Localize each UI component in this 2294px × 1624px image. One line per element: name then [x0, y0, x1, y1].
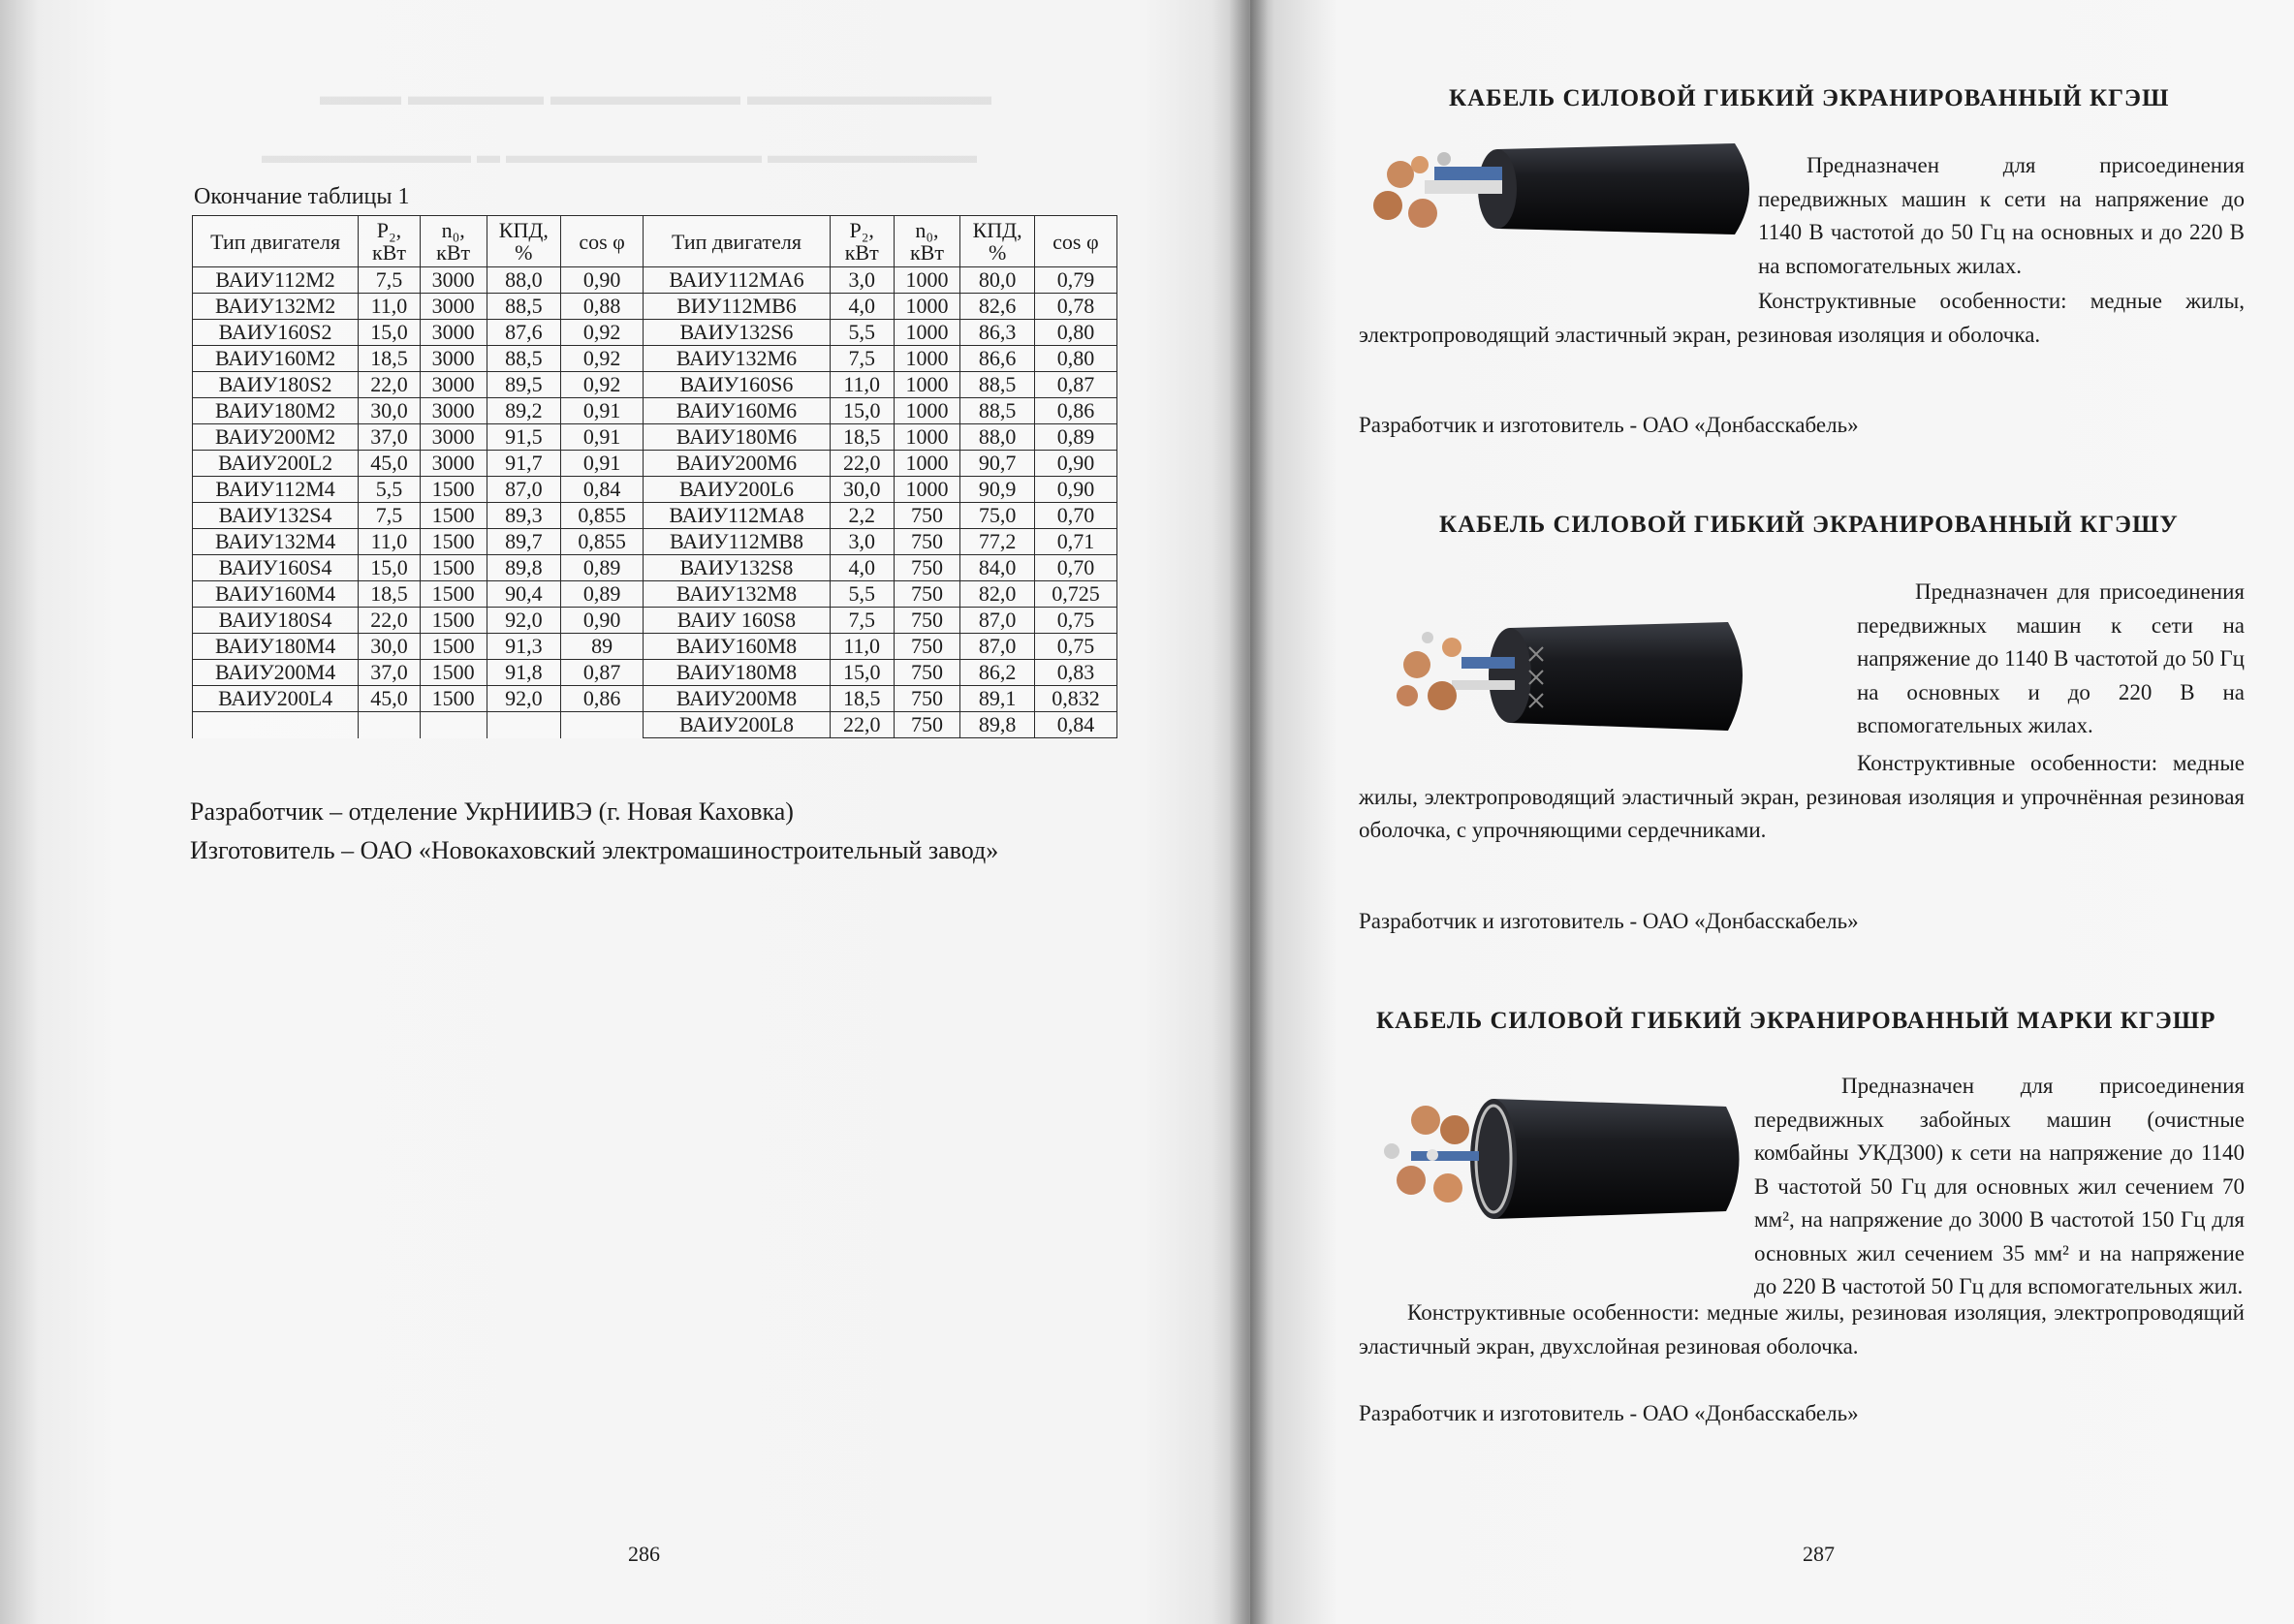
table-cell: 86,3	[960, 320, 1034, 346]
table-row	[193, 372, 1117, 398]
table-cell: 11,0	[359, 294, 421, 320]
table-cell: 1000	[894, 267, 960, 294]
table-cell: 750	[894, 555, 960, 581]
col-power: P₂, кВт	[359, 216, 421, 267]
table-cell: 1500	[420, 608, 487, 634]
col-type: Тип двигателя	[193, 216, 359, 267]
table-cell: 0,92	[561, 320, 644, 346]
table-cell: 30,0	[359, 634, 421, 660]
table-cell: 82,0	[960, 581, 1034, 608]
table-cell: ВАИУ180М6	[644, 424, 831, 451]
section-2-title: КАБЕЛЬ СИЛОВОЙ ГИБКИЙ ЭКРАНИРОВАННЫЙ КГЭШУ	[1439, 512, 2179, 538]
table-cell: 89,2	[487, 398, 560, 424]
table-cell: 7,5	[830, 608, 894, 634]
table-cell: ВАИУ132М8	[644, 581, 831, 608]
table-cell: 0,90	[1034, 477, 1116, 503]
developer-text: Разработчик – отделение УкрНИИВЭ (г. Новая Каховка)	[190, 797, 794, 826]
table-row	[193, 686, 1117, 712]
table-cell: 90,7	[960, 451, 1034, 477]
table-cell: 0,89	[561, 581, 644, 608]
table-cell: 91,7	[487, 451, 560, 477]
table-cell: 0,78	[1034, 294, 1116, 320]
table-cell: ВАИУ180S4	[193, 608, 359, 634]
table-cell: 1000	[894, 320, 960, 346]
section-2-text-2: Конструктивные особенности: медные жилы, электропроводящий эластичный экран, резиновая изоляция и упрочнённая резиновая оболочка, с упрочняющими сердечниками.	[1359, 751, 2245, 842]
table-cell: ВАИУ200L4	[193, 686, 359, 712]
table-cell: 7,5	[830, 346, 894, 372]
table-cell: 0,87	[1034, 372, 1116, 398]
table-cell: 0,84	[561, 477, 644, 503]
table-cell: ВАИУ132S4	[193, 503, 359, 529]
table-cell: 1000	[894, 294, 960, 320]
table-cell: ВАИУ112МВ8	[644, 529, 831, 555]
table-cell: 5,5	[359, 477, 421, 503]
table-cell: 1500	[420, 660, 487, 686]
table-cell: 0,75	[1034, 608, 1116, 634]
table-cell: ВИУ112МВ6	[644, 294, 831, 320]
col-eff: КПД, %	[487, 216, 560, 267]
table-row	[193, 503, 1117, 529]
table-cell: 3,0	[830, 529, 894, 555]
table-cell: 3000	[420, 346, 487, 372]
table-cell: 750	[894, 503, 960, 529]
table-cell: 750	[894, 529, 960, 555]
table-cell: 0,92	[561, 346, 644, 372]
table-cell: 86,2	[960, 660, 1034, 686]
table-cell: 4,0	[830, 294, 894, 320]
table-cell: 1000	[894, 398, 960, 424]
table-cell: 0,86	[561, 686, 644, 712]
table-cell: 0,855	[561, 529, 644, 555]
col-speed: n₀, кВт	[420, 216, 487, 267]
table-row	[193, 555, 1117, 581]
col-eff-2: КПД, %	[960, 216, 1034, 267]
table-cell: 82,6	[960, 294, 1034, 320]
table-cell: ВАИУ160S2	[193, 320, 359, 346]
table-cell: 0,71	[1034, 529, 1116, 555]
table-cell: 1500	[420, 477, 487, 503]
table-cell: 15,0	[359, 555, 421, 581]
table-cell: 22,0	[359, 608, 421, 634]
table-cell: 30,0	[359, 398, 421, 424]
table-cell: 750	[894, 581, 960, 608]
table-cell: 750	[894, 608, 960, 634]
table-cell: 0,80	[1034, 346, 1116, 372]
table-cell: 89,5	[487, 372, 560, 398]
table-cell: ВАИУ200М2	[193, 424, 359, 451]
table-caption: Окончание таблицы 1	[194, 184, 410, 209]
table-cell: 92,0	[487, 686, 560, 712]
table-cell: 80,0	[960, 267, 1034, 294]
table-cell: 3000	[420, 398, 487, 424]
table-cell: 0,725	[1034, 581, 1116, 608]
table-cell	[561, 712, 644, 738]
table-cell: 5,5	[830, 320, 894, 346]
table-cell: ВАИУ132S6	[644, 320, 831, 346]
table-cell: ВАИУ160S4	[193, 555, 359, 581]
table-row	[193, 424, 1117, 451]
table-cell: ВАИУ112М2	[193, 267, 359, 294]
table-body	[193, 267, 1117, 738]
table-cell: 7,5	[359, 267, 421, 294]
table-cell: 22,0	[359, 372, 421, 398]
table-cell: 15,0	[359, 320, 421, 346]
table-cell: 15,0	[830, 398, 894, 424]
table-cell: 87,0	[960, 634, 1034, 660]
table-cell: 18,5	[359, 346, 421, 372]
table-row	[193, 320, 1117, 346]
col-speed-2: n₀, кВт	[894, 216, 960, 267]
table-cell: ВАИУ200L2	[193, 451, 359, 477]
table-cell: 3000	[420, 372, 487, 398]
section-2-text-1: Предназначен для присоединения передвижных машин к сети на напряжение до 1140 В частотой до 50 Гц на основных и до 220 В на вспомогательных жилах.	[1857, 579, 2245, 737]
table-cell: 750	[894, 660, 960, 686]
col-cos-2: cos φ	[1034, 216, 1116, 267]
table-cell: ВАИУ112М4	[193, 477, 359, 503]
table-cell: 88,0	[487, 267, 560, 294]
table-cell: 1500	[420, 529, 487, 555]
table-cell: 89,1	[960, 686, 1034, 712]
table-cell: ВАИУ180М2	[193, 398, 359, 424]
table-cell: 90,9	[960, 477, 1034, 503]
table-cell: 3000	[420, 451, 487, 477]
col-power-2: P₂, кВт	[830, 216, 894, 267]
table-cell: 0,90	[561, 267, 644, 294]
section-3-text-2: Конструктивные особенности: медные жилы, резиновая изоляция, электропроводящий эластичный экран, двухслойная резиновая оболочка.	[1359, 1300, 2245, 1359]
table-cell: 0,70	[1034, 503, 1116, 529]
table-cell: 22,0	[830, 712, 894, 738]
table-cell: ВАИУ132М4	[193, 529, 359, 555]
table-cell: 5,5	[830, 581, 894, 608]
table-cell: 11,0	[830, 634, 894, 660]
table-cell: 89	[561, 634, 644, 660]
table-cell: 3000	[420, 294, 487, 320]
table-cell: ВАИУ160М6	[644, 398, 831, 424]
table-cell: ВАИУ180S2	[193, 372, 359, 398]
table-cell: 1000	[894, 451, 960, 477]
table-cell: 0,89	[1034, 424, 1116, 451]
table-cell: 30,0	[830, 477, 894, 503]
col-type-2: Тип двигателя	[644, 216, 831, 267]
section-1-credit: Разработчик и изготовитель - ОАО «Донбасскабель»	[1359, 413, 1859, 437]
table-cell: 0,91	[561, 398, 644, 424]
cable-kgesh-image	[1367, 136, 1764, 242]
table-cell: 0,92	[561, 372, 644, 398]
table-row	[193, 529, 1117, 555]
table-cell: 88,5	[487, 346, 560, 372]
table-cell: ВАИУ180М8	[644, 660, 831, 686]
table-cell: 1500	[420, 555, 487, 581]
table-cell: ВАИУ132М2	[193, 294, 359, 320]
right-page	[1250, 0, 2294, 1624]
table-cell: ВАИУ160М4	[193, 581, 359, 608]
table-cell: 0,70	[1034, 555, 1116, 581]
table-cell	[359, 712, 421, 738]
table-cell: 11,0	[359, 529, 421, 555]
table-cell: 88,5	[487, 294, 560, 320]
table-cell: 45,0	[359, 686, 421, 712]
table-cell: 3,0	[830, 267, 894, 294]
table-cell: 15,0	[830, 660, 894, 686]
table-cell: 0,91	[561, 451, 644, 477]
table-row	[193, 267, 1117, 294]
table-cell: 750	[894, 712, 960, 738]
table-cell: 1500	[420, 581, 487, 608]
table-cell: 1500	[420, 686, 487, 712]
table-row	[193, 398, 1117, 424]
table-cell	[420, 712, 487, 738]
table-cell: 0,87	[561, 660, 644, 686]
table-cell: ВАИУ200М6	[644, 451, 831, 477]
table-cell: 0,83	[1034, 660, 1116, 686]
left-page: ▬▬▬ ▬▬▬▬▬ ▬▬▬▬▬▬▬ ▬▬▬▬▬▬▬▬▬ ▬▬▬▬▬▬▬▬▬ ▬ ▬▬▬▬▬▬▬▬▬▬▬ ▬▬▬▬▬▬▬▬▬ Окончание таблицы 1 Тип двигателя P₂, кВт n₀, кВт КПД, % cos φ Тип двигателя P₂, кВт n₀, кВт КПД, % cos φ ВАИУ112М2 7,5 3000 88,0 0,90 ВАИУ112МА6 3,0 1000 80,0 0,79 ВАИУ132М2 11,0 3000 88,5 0,88 ВИУ112МВ6 4,0 1000 82,6 0,78 ВАИУ160S2 15,0 3000 87,6 0,92 ВАИУ132S6 5,5 1000 86,3 0,80 ВАИУ160М2 18,5 3000 88,5 0,92 ВАИУ132М6 7,5 1000 86,6 0,80 ВАИУ180S2 22,0 3000 89,5 0,92 ВАИУ160S6 11,0 1000 88,5 0,87 ВАИУ180М2 30,0 3000 89,2 0,91 ВАИУ160М6 15,0 1000 88,5 0,86 ВАИУ200М2 37,0 3000 91,5 0,91 ВАИУ180М6 18,5 1000 88,0 0,89 ВАИУ200L2 45,0 3000 91,7 0,91 ВАИУ200М6 22,0 1000 90,7 0,90 ВАИУ112М4 5,5 1500 87,0 0,84 ВАИУ200L6 30,0 1000 90,9 0,90 ВАИУ132S4 7,5 1500 89,3 0,855 ВАИУ112МА8 2,2 750 75,0 0,70 ВАИУ132М4 11,0 1500 89,7 0,855 ВАИУ112МВ8 3,0 750 77,2 0,71 ВАИУ160S4 15,0 1500 89,8 0,89 ВАИУ132S8 4,0 750 84,0 0,70 ВАИУ160М4 18,5 1500 90,4 0,89 ВАИУ132М8 5,5 750 82,0 0,725 ВАИУ180S4 22,0 1500 92,0 0,90 ВАИУ 160S8 7,5 750 87,0 0,75 ВАИУ180М4 30,0 1500 91,3 89 ВАИУ160М8 11,0 750 87,0 0,75 ВАИУ200М4 37,0 1500 91,8 0,87 ВАИУ180М8 15,0 750 86,2 0,83 ВАИУ200L4 45,0 1500 92,0 0,86 ВАИУ200М8 18,5 750 89,1 0,832 ВАИУ200L8 22,0 750 89,8 0,84 Разработчик – отделение УкрНИИВЭ (г. Новая Каховка) Изготовитель – ОАО «Новокаховский электромашиностроительный завод» 286	[0, 0, 1250, 1624]
table-cell	[193, 712, 359, 738]
table-cell: 0,832	[1034, 686, 1116, 712]
table-cell: 0,84	[1034, 712, 1116, 738]
table-cell: 0,80	[1034, 320, 1116, 346]
table-cell: 1000	[894, 477, 960, 503]
table-cell: ВАИУ160S6	[644, 372, 831, 398]
table-cell: 1500	[420, 503, 487, 529]
table-cell: ВАИУ160М2	[193, 346, 359, 372]
cable-kgeshr-image	[1372, 1091, 1752, 1227]
table-cell: 750	[894, 686, 960, 712]
table-cell: 88,0	[960, 424, 1034, 451]
section-2-credit: Разработчик и изготовитель - ОАО «Донбасскабель»	[1359, 909, 1859, 933]
table-cell: ВАИУ 160S8	[644, 608, 831, 634]
table-cell: ВАИУ200L8	[644, 712, 831, 738]
table-cell: 750	[894, 634, 960, 660]
table-cell: 11,0	[830, 372, 894, 398]
table-row	[193, 451, 1117, 477]
table-row	[193, 346, 1117, 372]
table-row	[193, 660, 1117, 686]
table-cell: 0,88	[561, 294, 644, 320]
table-cell: 18,5	[830, 686, 894, 712]
table-cell: ВАИУ200L6	[644, 477, 831, 503]
table-cell: 37,0	[359, 660, 421, 686]
table-cell: 89,8	[487, 555, 560, 581]
table-cell: 1500	[420, 634, 487, 660]
table-cell: 84,0	[960, 555, 1034, 581]
table-cell: 0,855	[561, 503, 644, 529]
table-cell: ВАИУ180М4	[193, 634, 359, 660]
table-cell: 91,3	[487, 634, 560, 660]
table-cell: ВАИУ132S8	[644, 555, 831, 581]
table-cell: 90,4	[487, 581, 560, 608]
table-cell: 86,6	[960, 346, 1034, 372]
table-cell: 89,7	[487, 529, 560, 555]
table-cell: 89,3	[487, 503, 560, 529]
table-row	[193, 294, 1117, 320]
table-cell: 2,2	[830, 503, 894, 529]
table-cell: 1000	[894, 372, 960, 398]
table-cell: 87,0	[960, 608, 1034, 634]
motor-table	[192, 215, 1117, 738]
table-cell: 0,90	[1034, 451, 1116, 477]
section-1-text-1: Предназначен для присоединения передвижных машин к сети на напряжение до 1140 В частотой до 50 Гц на основных и до 220 В на вспомогательных жилах.	[1758, 153, 2245, 278]
table-header-row	[193, 216, 1117, 267]
page-number-right: 287	[1803, 1542, 1835, 1566]
table-cell: 88,5	[960, 398, 1034, 424]
table-cell: 0,86	[1034, 398, 1116, 424]
table-cell: 7,5	[359, 503, 421, 529]
table-cell: 87,0	[487, 477, 560, 503]
manufacturer-text: Изготовитель – ОАО «Новокаховский электромашиностроительный завод»	[190, 836, 999, 864]
table-cell: 87,6	[487, 320, 560, 346]
table-row	[193, 712, 1117, 738]
table-cell: ВАИУ200М4	[193, 660, 359, 686]
table-cell: 77,2	[960, 529, 1034, 555]
table-cell: 88,5	[960, 372, 1034, 398]
table-cell: 0,75	[1034, 634, 1116, 660]
table-cell: ВАИУ112МА8	[644, 503, 831, 529]
table-cell: 0,90	[561, 608, 644, 634]
table-row	[193, 608, 1117, 634]
table-cell: 4,0	[830, 555, 894, 581]
table-cell: 18,5	[830, 424, 894, 451]
table-cell: 3000	[420, 424, 487, 451]
table-cell: 1000	[894, 424, 960, 451]
book-gutter	[1229, 0, 1268, 1624]
table-cell: 22,0	[830, 451, 894, 477]
cable-kgeshu-image	[1384, 609, 1757, 739]
table-cell: 0,91	[561, 424, 644, 451]
section-3-text-1: Предназначен для присоединения передвижных забойных машин (очистные комбайны УКД300) к сети на напряжение до 1140 В частотой 50 Гц для основных жил сечением 70 мм², на напряжение до 3000 В частотой 150 Гц для основных жил сечением 35 мм² и на напряжение до 220 В частотой 50 Гц для вспомогательных жил.	[1754, 1074, 2245, 1298]
table-row	[193, 634, 1117, 660]
section-1-text-2: Конструктивные особенности: медные жилы, электропроводящий эластичный экран, резиновая изоляция и оболочка.	[1359, 289, 2245, 347]
table-cell: 45,0	[359, 451, 421, 477]
col-cos: cos φ	[561, 216, 644, 267]
page-number-left: 286	[628, 1542, 660, 1566]
table-cell: 1000	[894, 346, 960, 372]
table-row	[193, 581, 1117, 608]
table-cell: 75,0	[960, 503, 1034, 529]
table-cell: 91,5	[487, 424, 560, 451]
table-cell: 18,5	[359, 581, 421, 608]
section-3-title: КАБЕЛЬ СИЛОВОЙ ГИБКИЙ ЭКРАНИРОВАННЫЙ МАРКИ КГЭШР	[1376, 1008, 2216, 1034]
table-row	[193, 477, 1117, 503]
table-cell: 0,79	[1034, 267, 1116, 294]
table-cell: 37,0	[359, 424, 421, 451]
section-3-credit: Разработчик и изготовитель - ОАО «Донбасскабель»	[1359, 1401, 1859, 1425]
left-credits	[190, 793, 998, 870]
table-cell: ВАИУ132М6	[644, 346, 831, 372]
section-1-title: КАБЕЛЬ СИЛОВОЙ ГИБКИЙ ЭКРАНИРОВАННЫЙ КГЭШ	[1449, 85, 2170, 111]
table-cell: 3000	[420, 267, 487, 294]
table-cell	[487, 712, 560, 738]
table-cell: 0,89	[561, 555, 644, 581]
table-cell: 89,8	[960, 712, 1034, 738]
table-cell: 91,8	[487, 660, 560, 686]
table-cell: 92,0	[487, 608, 560, 634]
table-cell: 3000	[420, 320, 487, 346]
table-cell: ВАИУ112МА6	[644, 267, 831, 294]
table-cell: ВАИУ160М8	[644, 634, 831, 660]
table-cell: ВАИУ200М8	[644, 686, 831, 712]
